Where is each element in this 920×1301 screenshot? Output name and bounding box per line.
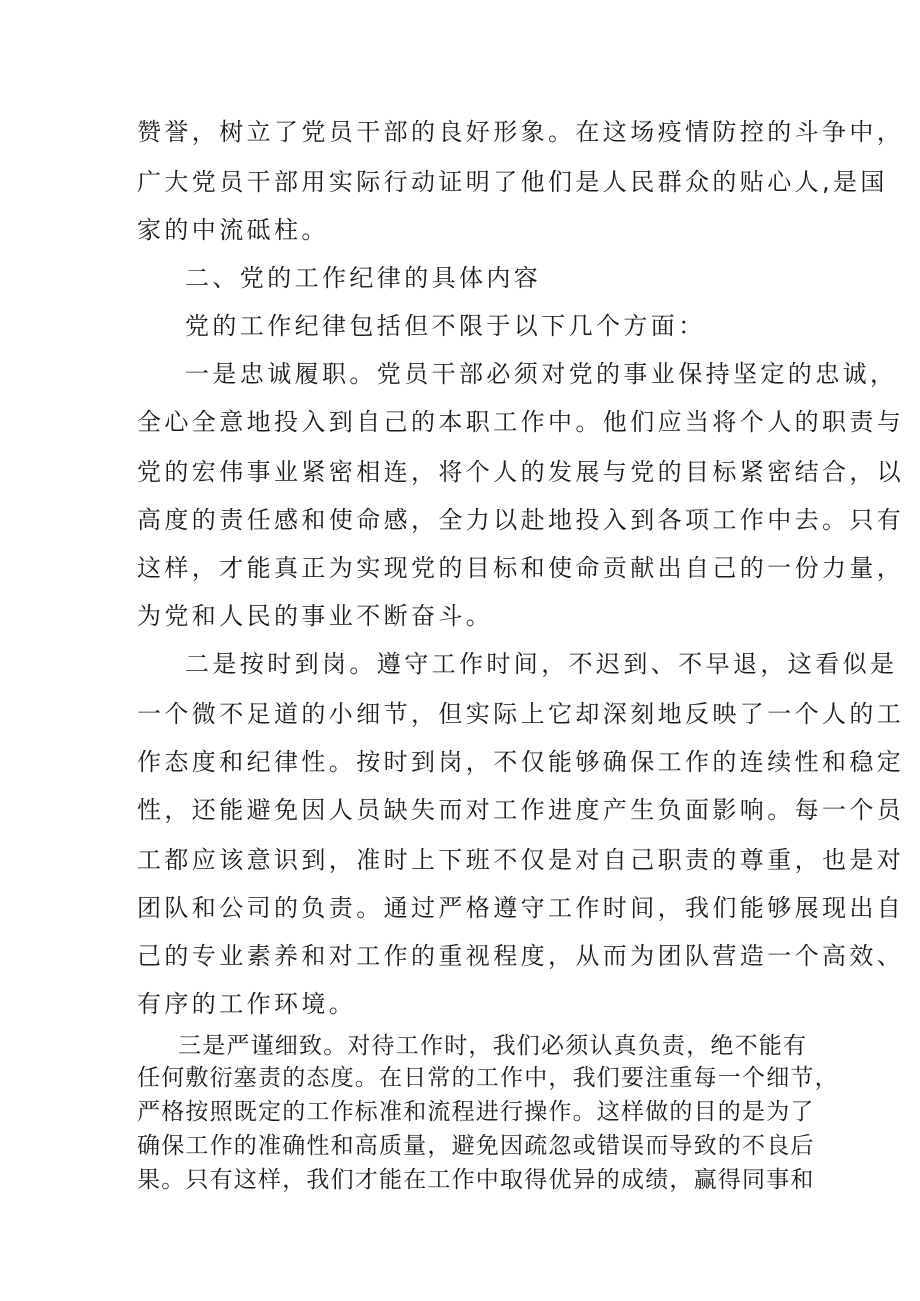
paragraph-line: 一是忠诚履职。党员干部必须对党的事业保持坚定的忠诚， xyxy=(185,360,898,388)
paragraph-line: 性，还能避免因人员缺失而对工作进度产生负面影响。每一个员 xyxy=(137,796,905,824)
paragraph-line: 广大党员干部用实际行动证明了他们是人民群众的贴心人,是国 xyxy=(137,168,888,196)
paragraph-line: 作态度和纪律性。按时到岗，不仅能够确保工作的连续性和稳定 xyxy=(137,748,905,776)
paragraph-line: 这样，才能真正为实现党的目标和使命贡献出自己的一份力量， xyxy=(137,554,905,582)
paragraph-line: 家的中流砥柱。 xyxy=(137,216,329,244)
intro-line: 党的工作纪律包括但不限于以下几个方面： xyxy=(185,312,706,340)
section-heading: 二、党的工作纪律的具体内容 xyxy=(185,264,542,292)
paragraph-line: 三是严谨细致。对待工作时，我们必须认真负责，绝不能有 xyxy=(178,1033,808,1059)
paragraph-line: 高度的责任感和使命感，全力以赴地投入到各项工作中去。只有 xyxy=(137,506,905,534)
paragraph-line: 严格按照既定的工作标准和流程进行操作。这样做的目的是为了 xyxy=(137,1099,815,1125)
paragraph-line: 己的专业素养和对工作的重视程度，从而为团队营造一个高效、 xyxy=(137,942,905,970)
paragraph-line: 任何敷衍塞责的态度。在日常的工作中，我们要注重每一个细节， xyxy=(137,1065,839,1091)
paragraph-line: 果。只有这样，我们才能在工作中取得优异的成绩，赢得同事和 xyxy=(137,1167,815,1193)
paragraph-line: 确保工作的准确性和高质量，避免因疏忽或错误而导致的不良后 xyxy=(137,1133,815,1159)
paragraph-line: 赞誉，树立了党员干部的良好形象。在这场疫情防控的斗争中， xyxy=(137,118,905,146)
paragraph-line: 工都应该意识到，准时上下班不仅是对自己职责的尊重，也是对 xyxy=(137,846,905,874)
paragraph-line: 二是按时到岗。遵守工作时间，不迟到、不早退，这看似是 xyxy=(185,650,898,678)
paragraph-line: 为党和人民的事业不断奋斗。 xyxy=(137,602,494,630)
paragraph-line: 党的宏伟事业紧密相连，将个人的发展与党的目标紧密结合，以 xyxy=(137,458,905,486)
paragraph-line: 全心全意地投入到自己的本职工作中。他们应当将个人的职责与 xyxy=(137,408,905,436)
paragraph-line: 一个微不足道的小细节，但实际上它却深刻地反映了一个人的工 xyxy=(137,700,905,728)
paragraph-line: 有序的工作环境。 xyxy=(137,990,357,1018)
paragraph-line: 团队和公司的负责。通过严格遵守工作时间，我们能够展现出自 xyxy=(137,894,905,922)
